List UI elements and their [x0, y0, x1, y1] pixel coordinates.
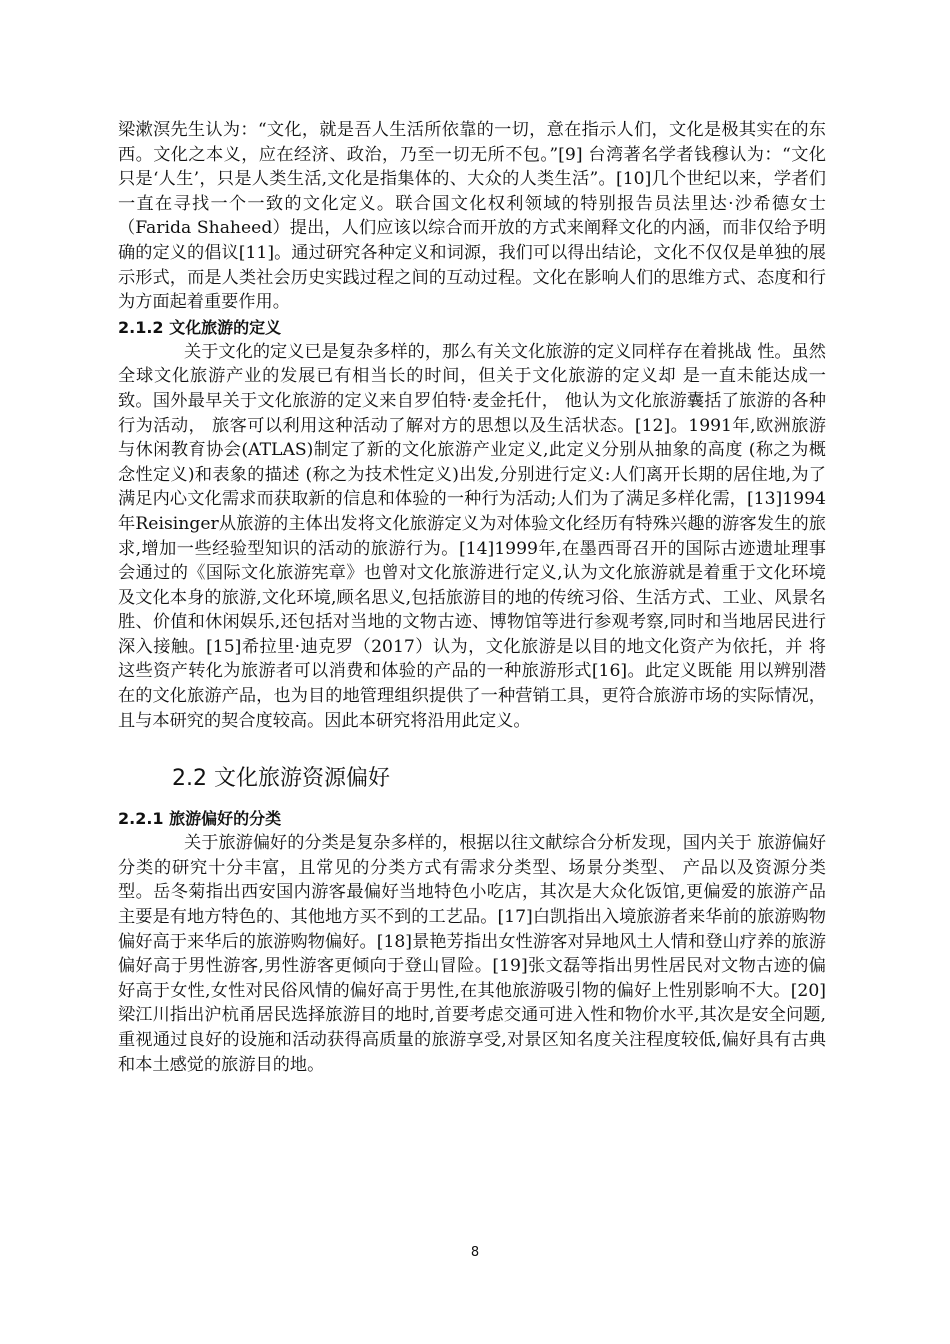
page-body: [118, 118, 826, 1077]
section-heading-2-2: 2.2 文化旅游资源偏好: [172, 766, 390, 792]
intro-paragraph: 梁漱溟先生认为：“文化，就是吾人生活所依靠的一切，意在指示人们，文化是极其实在的东西。文化之本义，应在经济、政治，乃至一切无所不包。”[9] 台湾著名学者钱穆认为：“文化只是‘人生’，只是人类生活,文化是指集体的、大众的人类生活”。[10]几个世纪以来，学者们一直在寻找一个一致的文化定义。联合国文化权利领域的特别报告员法里达·沙希德女士（Farida Shaheed）提出，人们应该以综合而开放的方式来阐释文化的内涵，而非仅给予明确的定义的倡议[11]。通过研究各种定义和词源，我们可以得出结论，文化不仅仅是单独的展示形式，而是人类社会历史实践过程之间的互动过程。文化在影响人们的思维方式、态度和行为方面起着重要作用。: [118, 120, 826, 313]
subsection-heading-2-1-2: 2.1.2 文化旅游的定义: [118, 317, 282, 337]
paragraph-tourism-preference-classification: 关于旅游偏好的分类是复杂多样的，根据以往文献综合分析发现，国内关于 旅游偏好分类的研究十分丰富，且常见的分类方式有需求分类型、场景分类型、 产品以及资源分类型。岳冬菊指出西安国内游客最偏好当地特色小吃店，其次是大众化饭馆,更偏爱的旅游产品主要是有地方特色的、其他地方买不到的工艺品。[17]白凯指出入境旅游者来华前的旅游购物偏好高于来华后的旅游购物偏好。[18]景艳芳指出女性游客对异地风土人情和登山疗养的旅游偏好高于男性游客,男性游客更倾向于登山冒险。[19]张文磊等指出男性居民对文物古迹的偏好高于女性,女性对民俗风情的偏好高于男性,在其他旅游吸引物的偏好上性别影响不大。[20]梁江川指出沪杭甬居民选择旅游目的地时,首要考虑交通可进入性和物价水平,其次是安全问题,重视通过良好的设施和活动获得高质量的旅游享受,对景区知名度关注程度较低,偏好具有古典和本土感觉的旅游目的地。: [118, 833, 826, 1075]
paragraph-cultural-tourism-definition: 关于文化的定义已是复杂多样的，那么有关文化旅游的定义同样存在着挑战 性。虽然全球文化旅游产业的发展已有相当长的时间，但关于文化旅游的定义却 是一直未能达成一致。国外最早关于文化旅游的定义来自罗伯特·麦金托什， 他认为文化旅游囊括了旅游的各种行为活动， 旅客可以利用这种活动了解对方的思想以及生活状态。[12]。1991年,欧洲旅游与休闲教育协会(ATLAS)制定了新的文化旅游产业定义,此定义分别从抽象的高度 (称之为概念性定义)和表象的描述 (称之为技术性定义)出发,分别进行定义:人们离开长期的居住地,为了满足内心文化需求而获取新的信息和体验的一种行为活动;人们为了满足多样化需，[13]1994年Reisinger从旅游的主体出发将文化旅游定义为对体验文化经历有特殊兴趣的游客发生的旅求,增加一些经验型知识的活动的旅游行为。[14]1999年,在墨西哥召开的国际古迹遗址理事会通过的《国际文化旅游宪章》也曾对文化旅游进行定义,认为文化旅游就是着重于文化环境及文化本身的旅游,文化环境,顾名思义,包括旅游目的地的传统习俗、生活方式、工业、风景名胜、价值和休闲娱乐,还包括对当地的文物古迹、博物馆等进行参观考察,同时和当地居民进行深入接触。[15]希拉里·迪克罗（2017）认为，文化旅游是以目的地文化资产为依托，并 将这些资产转化为旅游者可以消费和体验的产品的一种旅游形式[16]。此定义既能 用以辨别潜在的文化旅游产品，也为目的地管理组织提供了一种营销工具，更符合旅游市场的实际情况，且与本研究的契合度较高。因此本研究将沿用此定义。: [118, 341, 826, 731]
page-number: 8: [470, 1245, 480, 1260]
subsection-heading-2-2-1: 2.2.1 旅游偏好的分类: [118, 809, 282, 829]
